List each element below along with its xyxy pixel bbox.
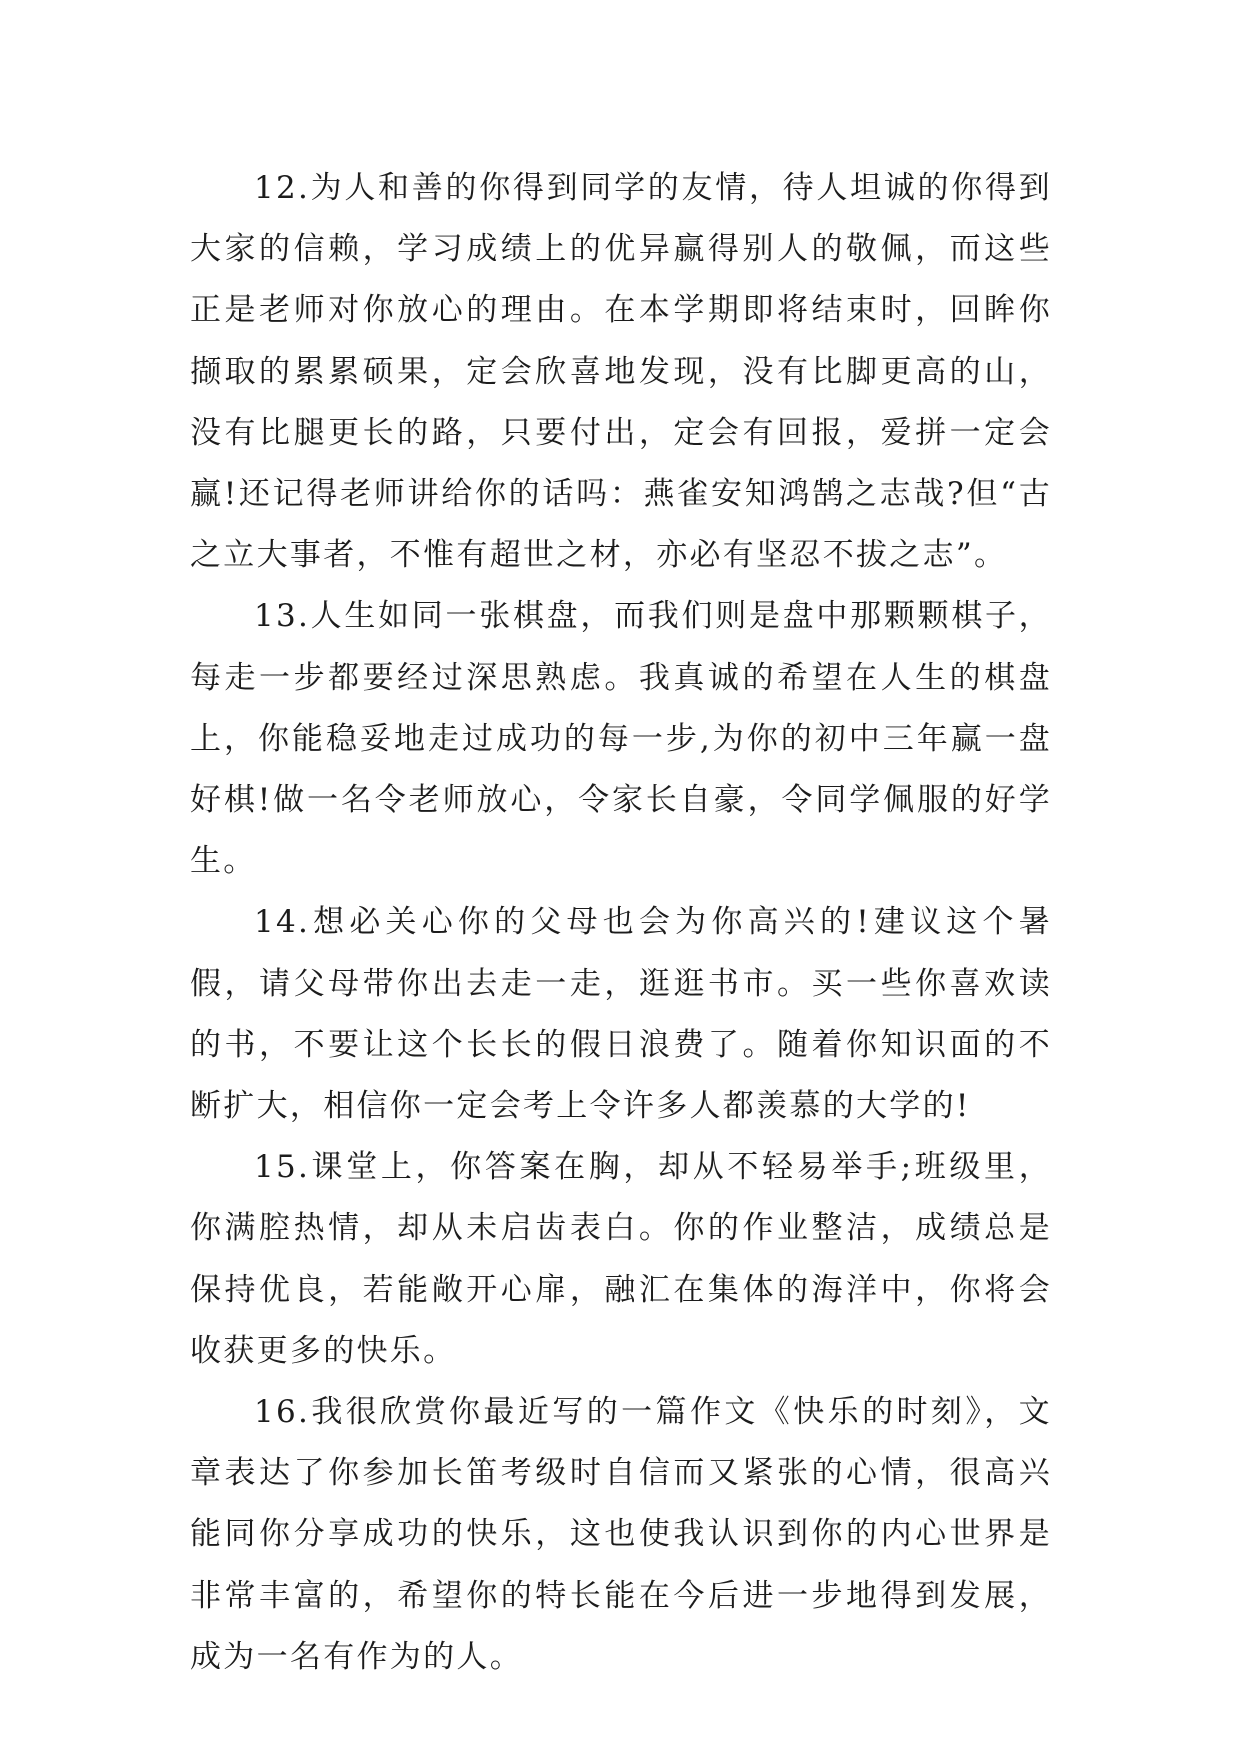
- paragraph-14: 14.想必关心你的父母也会为你高兴的!建议这个暑假，请父母带你出去走一走，逛逛书市。买一些你喜欢读的书，不要让这个长长的假日浪费了。随着你知识面的不断扩大，相信你一定会考上令许多人都羡慕的大学的!: [190, 904, 1052, 1125]
- paragraph-12: 12.为人和善的你得到同学的友情，待人坦诚的你得到大家的信赖，学习成绩上的优异赢得别人的敬佩，而这些正是老师对你放心的理由。在本学期即将结束时，回眸你撷取的累累硕果，定会欣喜地发现，没有比脚更高的山，没有比腿更长的路，只要付出，定会有回报，爱拼一定会赢!还记得老师讲给你的话吗：燕雀安知鸿鹄之志哉?但“古之立大事者，不惟有超世之材，亦必有坚忍不拔之志”。: [190, 170, 1052, 574]
- paragraph-16: 16.我很欣赏你最近写的一篇作文《快乐的时刻》，文章表达了你参加长笛考级时自信而又紧张的心情，很高兴能同你分享成功的快乐，这也使我认识到你的内心世界是非常丰富的，希望你的特长能在今后进一步地得到发展，成为一名有作为的人。: [190, 1394, 1052, 1675]
- paragraph-15: 15.课堂上，你答案在胸，却从不轻易举手;班级里，你满腔热情，却从未启齿表白。你的作业整洁，成绩总是保持优良，若能敞开心扉，融汇在集体的海洋中，你将会收获更多的快乐。: [190, 1149, 1052, 1369]
- document-body: [190, 158, 1052, 1688]
- paragraph-13: 13.人生如同一张棋盘，而我们则是盘中那颗颗棋子，每走一步都要经过深思熟虑。我真诚的希望在人生的棋盘上，你能稳妥地走过成功的每一步,为你的初中三年赢一盘好棋!做一名令老师放心，令家长自豪，令同学佩服的好学生。: [190, 598, 1052, 880]
